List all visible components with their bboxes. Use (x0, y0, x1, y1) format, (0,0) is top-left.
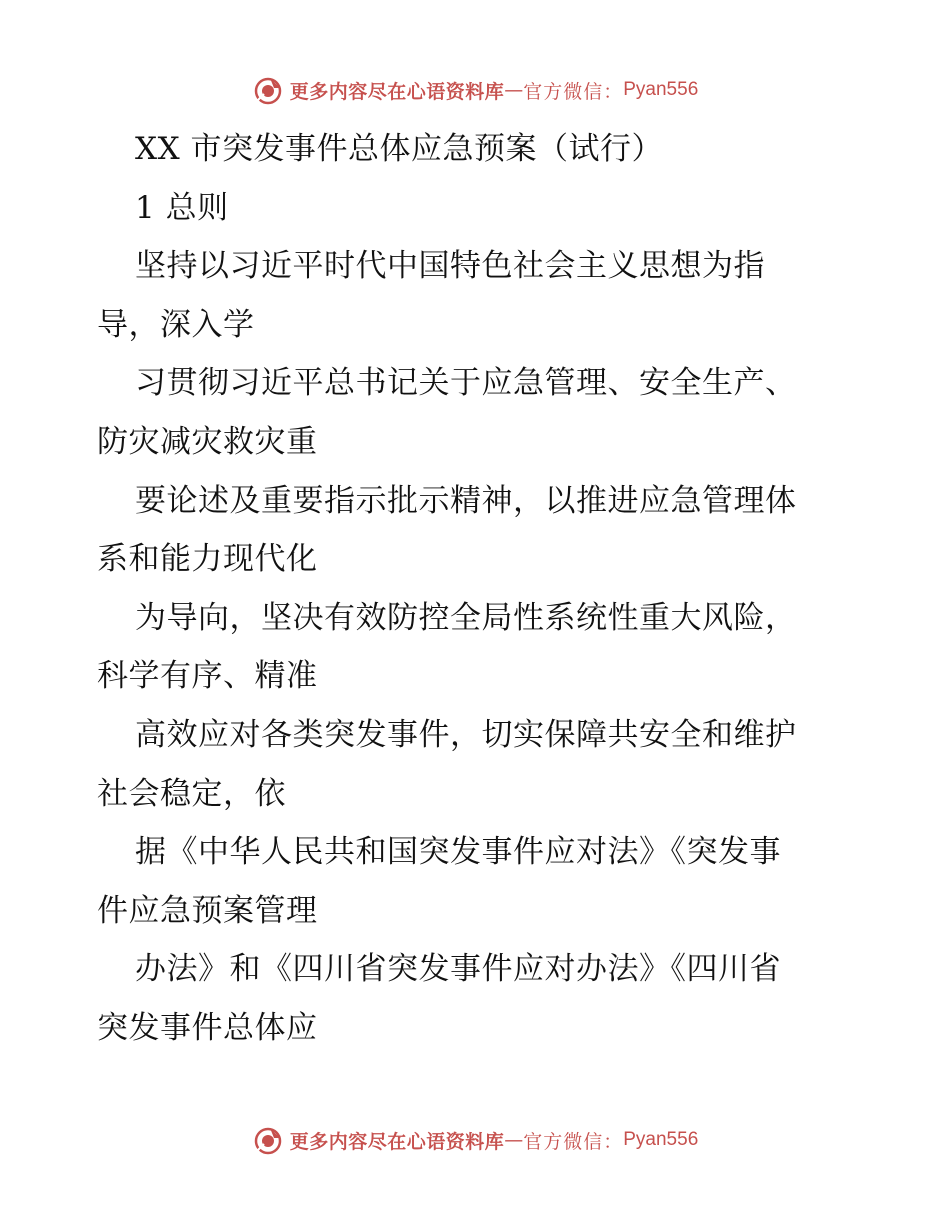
paragraph-line: 据《中华人民共和国突发事件应对法》《突发事 (135, 834, 781, 871)
section-heading: 1 总则 (135, 189, 229, 226)
paragraph-line: 科学有序、精准 (97, 658, 318, 695)
watermark-wechat-label: 官方微信： (523, 80, 624, 103)
watermark-wechat-id: Pyan556 (623, 79, 699, 100)
paragraph-line: 突发事件总体应 (97, 1009, 318, 1046)
watermark-separator: — (504, 1129, 524, 1151)
watermark-wechat-label: 官方微信： (523, 1130, 624, 1153)
watermark-separator: — (504, 79, 524, 101)
watermark-banner-top (0, 70, 950, 110)
paragraph-line: 坚持以习近平时代中国特色社会主义思想为指 (135, 248, 765, 285)
paragraph-line: 系和能力现代化 (97, 541, 318, 578)
logo-icon (252, 74, 284, 106)
paragraph-line: 习贯彻习近平总书记关于应急管理、安全生产、 (135, 365, 797, 402)
watermark-main-text: 更多内容尽在心语资料库 (289, 80, 505, 103)
watermark-wechat-id: Pyan556 (623, 1129, 699, 1150)
paragraph-line: 办法》和《四川省突发事件应对办法》《四川省 (135, 951, 781, 988)
paragraph-line: 社会稳定，依 (97, 775, 286, 812)
paragraph-line: 要论述及重要指示批示精神，以推进应急管理体 (135, 482, 797, 519)
watermark-main-text: 更多内容尽在心语资料库 (289, 1130, 505, 1153)
watermark-banner-bottom (0, 1120, 950, 1160)
paragraph-line: 高效应对各类突发事件，切实保障共安全和维护 (135, 716, 797, 753)
logo-icon (252, 1124, 284, 1156)
document-body (97, 120, 867, 1058)
paragraph-line: 为导向，坚决有效防控全局性系统性重大风险， (135, 599, 797, 636)
document-title: XX 市突发事件总体应急预案（试行） (135, 131, 663, 167)
paragraph-line: 防灾减灾救灾重 (97, 423, 318, 460)
paragraph-line: 件应急预案管理 (97, 892, 318, 929)
paragraph-line: 导，深入学 (97, 306, 255, 343)
